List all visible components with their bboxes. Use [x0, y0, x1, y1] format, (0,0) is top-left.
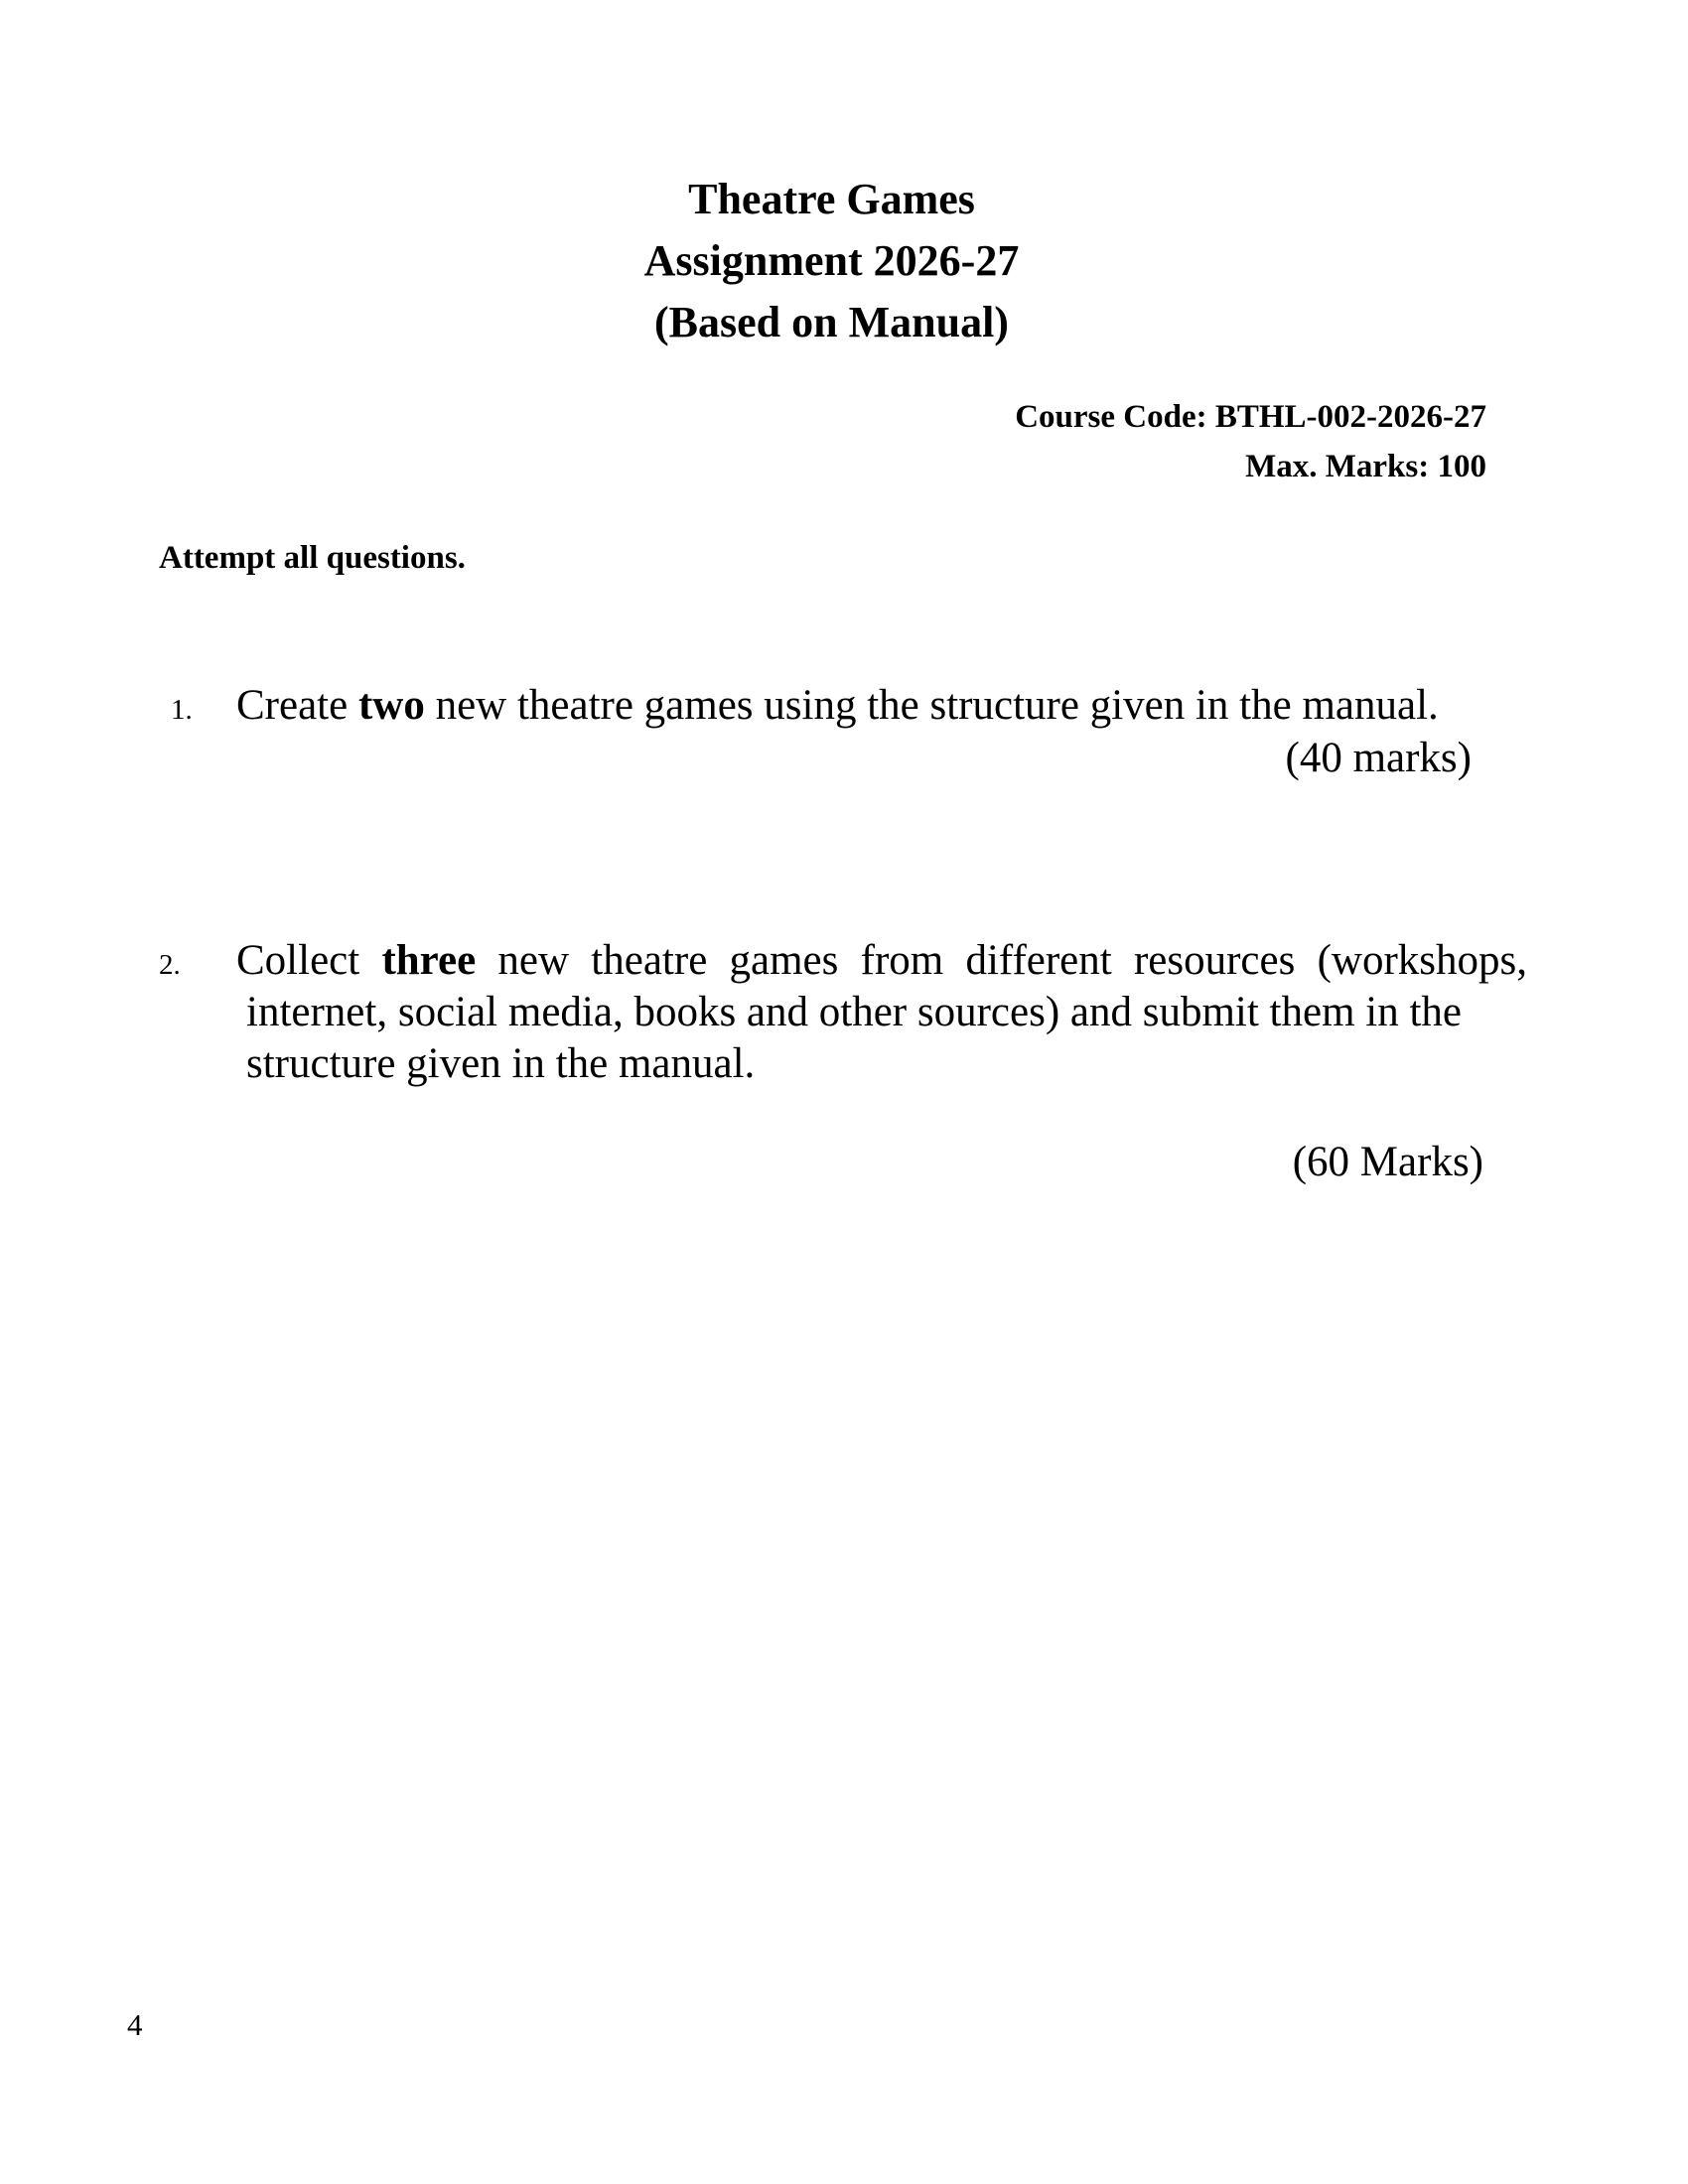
- question-text-line: Collect three new theatre games from different resources (workshops,: [236, 937, 1527, 984]
- page-number: 4: [127, 2007, 143, 2042]
- assignment-basis: (Based on Manual): [654, 298, 1009, 346]
- question-text-line: internet, social media, books and other sources) and submit them in the: [246, 989, 1463, 1035]
- instruction-text: Attempt all questions.: [159, 540, 466, 576]
- assignment-year: Assignment 2026-27: [643, 236, 1020, 285]
- question-text-line: structure given in the manual.: [246, 1040, 756, 1087]
- question-emphasis: two: [357, 682, 425, 729]
- question-1-marks: (40 marks): [1285, 735, 1472, 781]
- question-number: 2.: [159, 949, 181, 981]
- question-2-marks: (60 Marks): [1292, 1139, 1483, 1185]
- page-header: [0, 169, 1663, 353]
- question-emphasis: three: [381, 937, 477, 984]
- course-meta: [1015, 392, 1486, 491]
- question-text: Create two new theatre games using the structure given in the manual.: [236, 682, 1439, 729]
- course-code: Course Code: BTHL-002-2026-27: [1015, 399, 1486, 435]
- page-title: Theatre Games: [688, 175, 975, 223]
- question-text: [236, 935, 1688, 1090]
- max-marks: Max. Marks: 100: [1245, 449, 1486, 484]
- question-number: 1.: [171, 694, 193, 726]
